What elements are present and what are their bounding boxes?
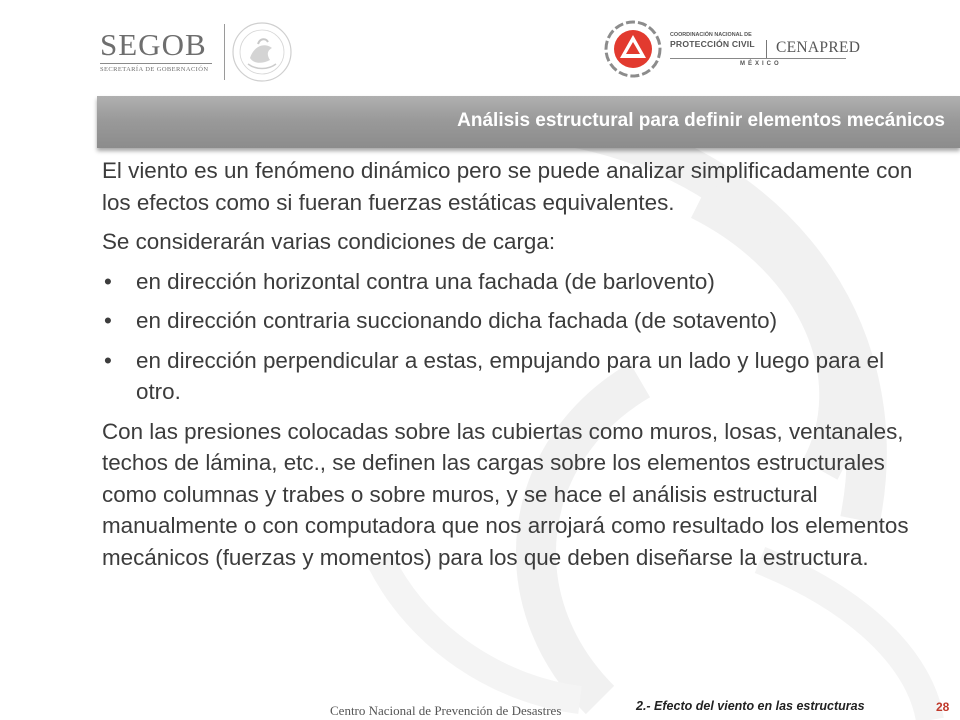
cnpc-line-2: PROTECCIÓN CIVIL: [670, 39, 755, 49]
cenapred-wordmark: CENAPRED: [776, 39, 861, 56]
slide-header: [0, 0, 960, 90]
cnpc-line-1: COORDINACIÓN NACIONAL DE: [670, 32, 752, 38]
cenapred-separator: [766, 40, 767, 58]
bullet-marker: •: [104, 268, 112, 294]
bullet-item: [102, 305, 932, 337]
bullet-text: en dirección horizontal contra una fachada (de barlovento): [136, 268, 715, 294]
segob-name: SEGOB: [100, 27, 207, 62]
slide-title: Análisis estructural para definir elementos mecánicos: [457, 110, 945, 131]
segob-subtitle: SECRETARÍA DE GOBERNACIÓN: [100, 66, 209, 73]
page-number: 28: [936, 700, 950, 714]
body-paragraph-3: Con las presiones colocadas sobre las cubiertas como muros, losas, ventanales, techos de lámina, etc., se definen las cargas sobre los elementos estructurales como columnas y trabes o sobre muros, y se hace el análisis estructural manualmente o con computadora que nos arrojará como resultado los elementos mecánicos (fuerzas y momentos) para los que deben diseñarse la estructura.: [102, 418, 909, 570]
national-seal-icon: [230, 20, 294, 84]
mexico-rule: [670, 58, 846, 59]
bullet-marker: •: [104, 347, 112, 373]
bullet-item: [102, 266, 932, 298]
segob-rule: [100, 63, 212, 64]
segob-logo: [100, 27, 215, 73]
bullet-text: en dirección contraria succionando dicha fachada (de sotavento): [136, 308, 778, 333]
proteccion-civil-logo-icon: [604, 20, 662, 78]
bullet-marker: •: [104, 308, 112, 333]
footer-section-title: 2.- Efecto del viento en las estructuras: [636, 699, 865, 713]
cnpc-wordmark: [670, 32, 770, 49]
bullet-item: [102, 345, 932, 408]
bullet-text: en dirección perpendicular a estas, empujando para un lado y luego para el otro.: [136, 347, 885, 404]
country-label: MÉXICO: [740, 61, 782, 67]
slide-title-bar: [97, 96, 960, 148]
body-paragraph-2: Se considerarán varias condiciones de carga:: [102, 229, 556, 254]
body-paragraph-1: El viento es un fenómeno dinámico pero se puede analizar simplificadamente con los efectos como si fueran fuerzas estáticas equivalentes.: [102, 158, 913, 215]
footer-organization: Centro Nacional de Prevención de Desastres: [330, 703, 562, 718]
header-divider: [224, 24, 225, 80]
slide-body: [102, 155, 932, 581]
